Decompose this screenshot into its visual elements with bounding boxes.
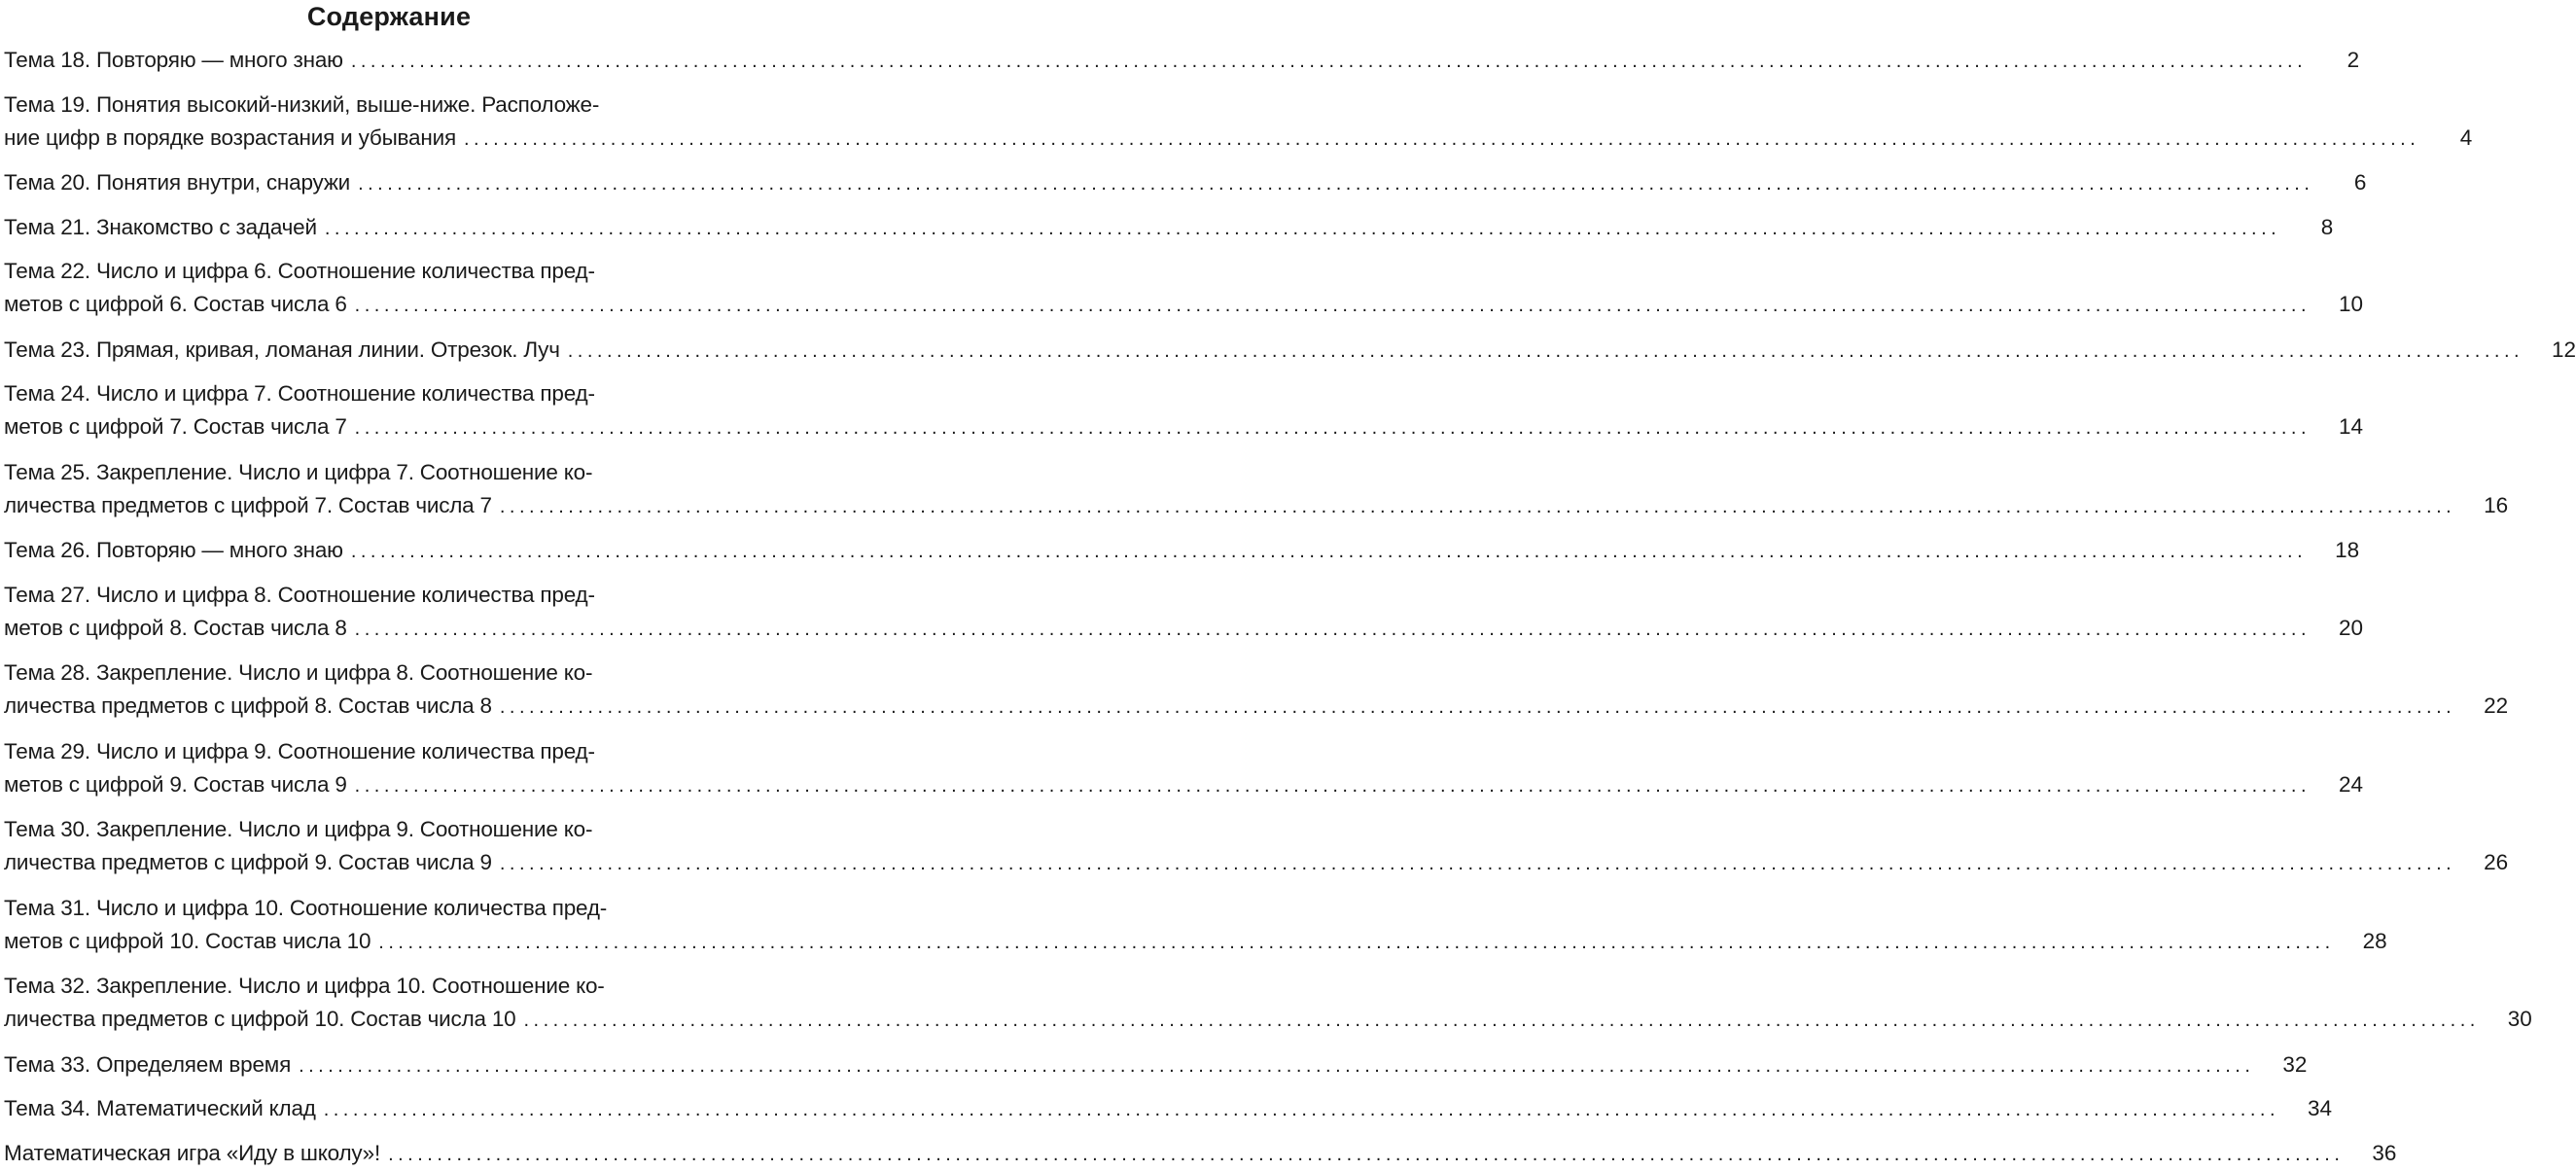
toc-dot-leader: ........................................................................................................................................................................................................ bbox=[354, 295, 2311, 316]
toc-entry-line bbox=[4, 377, 778, 410]
toc-entry[interactable] bbox=[4, 534, 2360, 567]
toc-entry-title: личества предметов с цифрой 8. Состав числа 8 bbox=[4, 693, 492, 718]
toc-entry-line bbox=[4, 970, 778, 1003]
toc-entry-title: метов с цифрой 9. Состав числа 9 bbox=[4, 771, 347, 797]
toc-entry-line bbox=[4, 255, 778, 288]
toc-entry-title: Тема 32. Закрепление. Число и цифра 10. Соотношение ко- bbox=[4, 974, 605, 998]
toc-entry[interactable] bbox=[4, 211, 2334, 244]
toc-entry-title: Тема 26. Повторяю — много знаю bbox=[4, 538, 343, 562]
toc-entry-line bbox=[4, 656, 778, 690]
toc-page-number: 16 bbox=[2484, 492, 2509, 517]
toc-entry-title: личества предметов с цифрой 9. Состав числа 9 bbox=[4, 850, 492, 874]
toc-entry-title: Тема 27. Число и цифра 8. Соотношение количества пред- bbox=[4, 582, 595, 607]
toc-entry-line bbox=[4, 334, 2576, 367]
toc-entry-line bbox=[4, 166, 2367, 199]
toc-dot-leader: ........................................................................................................................................................................................................ bbox=[354, 417, 2311, 439]
toc-page-number: 6 bbox=[2353, 170, 2367, 195]
toc-entry-title: Тема 19. Понятия высокий-низкий, выше-ниже. Расположе- bbox=[4, 91, 600, 117]
toc-dot-leader: ........................................................................................................................................................................................................ bbox=[354, 774, 2311, 797]
toc-entry[interactable] bbox=[4, 735, 2363, 801]
toc-dot-leader: ........................................................................................................................................................................................................ bbox=[499, 495, 2456, 517]
toc-entry-title: Тема 21. Знакомство с задачей bbox=[4, 214, 317, 239]
toc-entry-title: ние цифр в порядке возрастания и убывания bbox=[4, 124, 456, 150]
toc-entry-line bbox=[4, 534, 2360, 567]
toc-entry-title: Тема 33. Определяем время bbox=[4, 1051, 292, 1077]
toc-entry-line bbox=[4, 456, 778, 489]
toc-page-number: 30 bbox=[2507, 1007, 2532, 1031]
toc-entry-title: Тема 24. Число и цифра 7. Соотношение количества пред- bbox=[4, 381, 595, 406]
toc-entry-title: личества предметов с цифрой 10. Состав числа 10 bbox=[4, 1007, 516, 1031]
toc-entry-line bbox=[4, 89, 778, 122]
toc-entry-line bbox=[4, 768, 2363, 801]
toc-entry-title: метов с цифрой 6. Состав числа 6 bbox=[4, 292, 347, 316]
toc-page-number: 22 bbox=[2484, 693, 2509, 718]
toc-page-number: 14 bbox=[2338, 414, 2363, 439]
toc-page-number: 4 bbox=[2459, 124, 2473, 150]
toc-entry-line bbox=[4, 925, 2387, 958]
toc-entry-line bbox=[4, 122, 2473, 155]
toc-dot-leader: ........................................................................................................................................................................................................ bbox=[378, 931, 2335, 953]
toc-entry-line bbox=[4, 489, 2509, 522]
toc-dot-leader: ........................................................................................................................................................................................................ bbox=[350, 541, 2308, 562]
toc-entry-title: Тема 29. Число и цифра 9. Соотношение количества пред- bbox=[4, 738, 595, 763]
toc-page-number: 10 bbox=[2338, 292, 2363, 316]
toc-entry-title: метов с цифрой 7. Состав числа 7 bbox=[4, 414, 347, 439]
toc-entry-line bbox=[4, 612, 2363, 645]
toc-entry[interactable] bbox=[4, 334, 2576, 367]
toc-entry[interactable] bbox=[4, 166, 2367, 199]
toc-entry-line bbox=[4, 813, 778, 846]
toc-page-number: 12 bbox=[2552, 337, 2576, 362]
toc-entry-line bbox=[4, 1092, 2333, 1125]
toc-entry-title: Тема 28. Закрепление. Число и цифра 8. Соотношение ко- bbox=[4, 660, 593, 685]
toc-page-number: 20 bbox=[2338, 615, 2363, 640]
toc-entry-line bbox=[4, 892, 778, 925]
toc-entry-line bbox=[4, 579, 778, 612]
toc-entry[interactable] bbox=[4, 1048, 2308, 1082]
toc-page-number: 18 bbox=[2335, 538, 2360, 562]
toc-page-number: 24 bbox=[2338, 771, 2363, 797]
toc-page-number: 26 bbox=[2484, 850, 2509, 874]
toc-dot-leader: ........................................................................................................................................................................................................ bbox=[358, 173, 2314, 195]
toc-dot-leader: ........................................................................................................................................................................................................ bbox=[299, 1054, 2255, 1077]
toc-entry-line bbox=[4, 1137, 2397, 1170]
toc-dot-leader: ........................................................................................................................................................................................................ bbox=[567, 339, 2524, 362]
toc-entry[interactable] bbox=[4, 813, 2509, 879]
toc-entry[interactable] bbox=[4, 892, 2387, 958]
toc-entry-line bbox=[4, 410, 2363, 444]
toc-entry-line bbox=[4, 44, 2360, 77]
toc-entry-line bbox=[4, 288, 2363, 321]
toc-entry[interactable] bbox=[4, 579, 2363, 645]
toc-entry-line bbox=[4, 690, 2509, 723]
toc-entry-line bbox=[4, 735, 778, 768]
toc-entry-line bbox=[4, 1048, 2308, 1082]
toc-entry[interactable] bbox=[4, 1092, 2333, 1125]
toc-dot-leader: ........................................................................................................................................................................................................ bbox=[354, 618, 2311, 640]
toc-entry-title: Тема 18. Повторяю — много знаю bbox=[4, 48, 343, 72]
toc-entry[interactable] bbox=[4, 89, 2473, 155]
toc-entry[interactable] bbox=[4, 44, 2360, 77]
toc-entry-title: Тема 34. Математический клад bbox=[4, 1096, 316, 1120]
toc-dot-leader: ........................................................................................................................................................................................................ bbox=[499, 853, 2456, 874]
page-title: Содержание bbox=[306, 2, 472, 31]
toc-entry[interactable] bbox=[4, 456, 2509, 522]
toc-entry-title: Тема 22. Число и цифра 6. Соотношение количества пред- bbox=[4, 259, 595, 283]
toc-entry-line bbox=[4, 1003, 2532, 1036]
toc-entry[interactable] bbox=[4, 255, 2363, 321]
toc-page-number: 8 bbox=[2320, 214, 2334, 239]
toc-entry-title: Тема 30. Закрепление. Число и цифра 9. Соотношение ко- bbox=[4, 817, 593, 841]
toc-entry[interactable] bbox=[4, 1137, 2397, 1170]
toc-entry-title: личества предметов с цифрой 7. Состав числа 7 bbox=[4, 492, 492, 517]
toc-dot-leader: ........................................................................................................................................................................................................ bbox=[324, 217, 2281, 239]
toc-entry-title: Тема 20. Понятия внутри, снаружи bbox=[4, 170, 351, 195]
toc-page-number: 34 bbox=[2307, 1096, 2333, 1120]
toc-page-number: 36 bbox=[2372, 1140, 2397, 1165]
toc-entry[interactable] bbox=[4, 970, 2532, 1036]
toc-dot-leader: ........................................................................................................................................................................................................ bbox=[388, 1143, 2345, 1165]
toc-entry-line bbox=[4, 211, 2334, 244]
toc-dot-leader: ........................................................................................................................................................................................................ bbox=[499, 696, 2456, 718]
toc-page-number: 28 bbox=[2362, 928, 2387, 953]
toc-dot-leader: ........................................................................................................................................................................................................ bbox=[323, 1099, 2280, 1120]
toc-entry-title: Тема 31. Число и цифра 10. Соотношение количества пред- bbox=[4, 895, 608, 920]
toc-entry-title: Математическая игра «Иду в школу»! bbox=[4, 1140, 381, 1165]
toc-dot-leader: ........................................................................................................................................................................................................ bbox=[350, 51, 2308, 72]
toc-dot-leader: ........................................................................................................................................................................................................ bbox=[463, 127, 2420, 150]
toc-entry-title: Тема 23. Прямая, кривая, ломаная линии. Отрезок. Луч bbox=[4, 337, 560, 362]
toc-entry[interactable] bbox=[4, 377, 2363, 444]
toc-entry[interactable] bbox=[4, 656, 2509, 723]
toc-dot-leader: ........................................................................................................................................................................................................ bbox=[523, 1010, 2480, 1031]
toc-entry-title: Тема 25. Закрепление. Число и цифра 7. Соотношение ко- bbox=[4, 459, 593, 484]
toc-entry-line bbox=[4, 846, 2509, 879]
toc-entry-title: метов с цифрой 10. Состав числа 10 bbox=[4, 928, 371, 953]
toc-page-number: 32 bbox=[2282, 1051, 2308, 1077]
toc-entry-title: метов с цифрой 8. Состав числа 8 bbox=[4, 615, 347, 640]
toc-page-number: 2 bbox=[2347, 48, 2360, 72]
